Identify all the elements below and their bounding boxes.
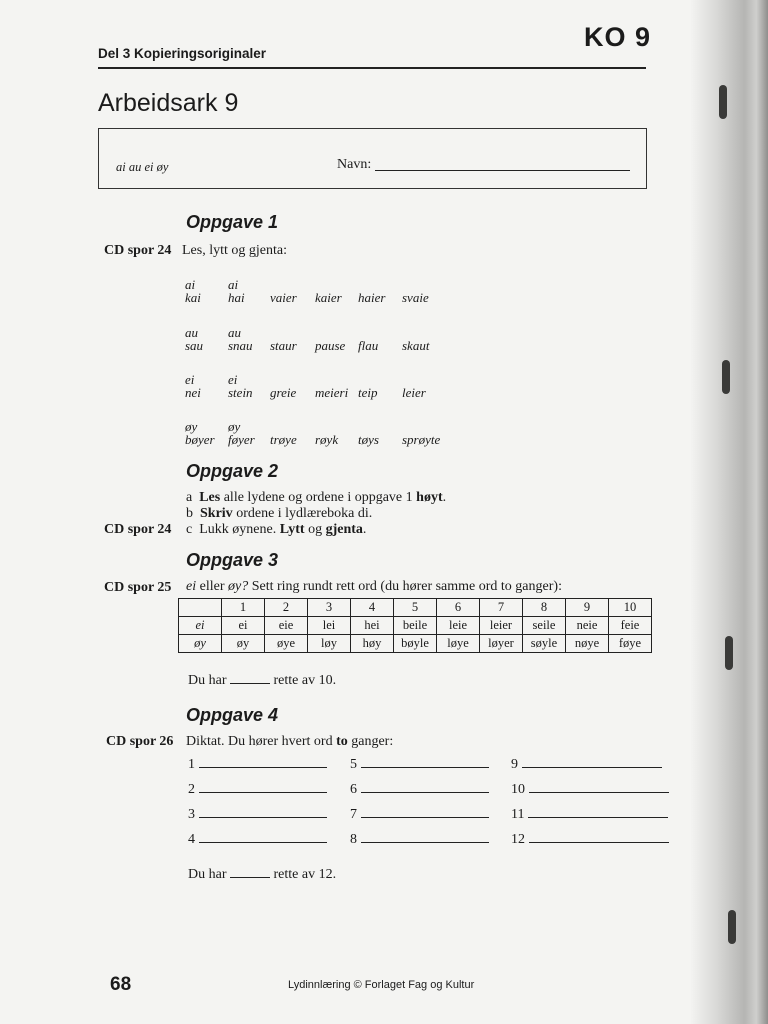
score-suffix: rette av 12. xyxy=(273,867,337,882)
score-suffix: rette av 10. xyxy=(273,673,337,688)
answer-field[interactable] xyxy=(199,841,327,843)
task4-score xyxy=(188,867,336,883)
page-number: 68 xyxy=(110,974,132,995)
practice-word: pause xyxy=(315,338,346,353)
column-number: 6 xyxy=(437,599,480,617)
header-divider xyxy=(98,67,646,69)
answer-field[interactable] xyxy=(361,766,489,768)
word-cell[interactable]: lei xyxy=(308,617,351,635)
sound-list: ai au ei øy xyxy=(116,160,169,174)
sound-label: au xyxy=(228,325,241,340)
word-cell[interactable]: løyer xyxy=(480,635,523,653)
answer-line xyxy=(188,782,327,798)
task2-item-a xyxy=(186,490,446,506)
answer-field[interactable] xyxy=(361,791,489,793)
task3-score xyxy=(188,673,336,689)
binder-hole xyxy=(722,360,730,394)
instr-bold: to xyxy=(336,734,348,749)
practice-word: sprøyte xyxy=(402,432,441,447)
sound-label: ai xyxy=(228,277,239,292)
word-cell[interactable]: løye xyxy=(437,635,480,653)
item-text: ordene i lydlæreboka di. xyxy=(232,506,373,521)
item-text: Lukk øynene. xyxy=(199,522,280,537)
score-prefix: Du har xyxy=(188,867,227,882)
answer-field[interactable] xyxy=(361,816,489,818)
word-cell[interactable]: øye xyxy=(265,635,308,653)
answer-line xyxy=(188,832,327,848)
table-header-row xyxy=(179,599,652,617)
score-prefix: Du har xyxy=(188,673,227,688)
answer-line xyxy=(350,782,489,798)
practice-word: bøyer xyxy=(185,432,215,447)
answer-field[interactable] xyxy=(522,766,662,768)
column-number: 9 xyxy=(566,599,609,617)
word-cell[interactable]: hei xyxy=(351,617,394,635)
column-number: 7 xyxy=(480,599,523,617)
task4-instruction xyxy=(186,734,393,750)
table-row xyxy=(179,617,652,635)
instr-text: Diktat. Du hører hvert ord xyxy=(186,734,337,749)
item-bold: gjenta xyxy=(325,522,363,537)
name-box xyxy=(98,128,647,189)
instr-italic: øy? xyxy=(227,579,249,594)
practice-word: kaier xyxy=(315,290,342,305)
answer-field[interactable] xyxy=(199,816,327,818)
name-label: Navn: xyxy=(337,157,372,172)
section-label: Del 3 Kopieringsoriginaler xyxy=(98,46,267,61)
answer-line xyxy=(511,757,662,773)
practice-word: stein xyxy=(228,385,253,400)
practice-word: nei xyxy=(185,385,201,400)
task3-instruction xyxy=(186,579,562,595)
word-cell[interactable]: føye xyxy=(609,635,652,653)
task2-title: Oppgave 2 xyxy=(186,461,279,481)
column-number: 10 xyxy=(609,599,652,617)
answer-field[interactable] xyxy=(361,841,489,843)
item-letter: a xyxy=(186,490,193,505)
answer-number: 9 xyxy=(511,757,518,772)
word-cell[interactable]: feie xyxy=(609,617,652,635)
sound-label: ei xyxy=(185,372,195,387)
word-cell[interactable]: løy xyxy=(308,635,351,653)
task3-title: Oppgave 3 xyxy=(186,550,279,570)
page-edge-shadow xyxy=(690,0,768,1024)
instr-text: ganger: xyxy=(347,734,394,749)
row-label: ei xyxy=(179,617,222,635)
answer-number: 4 xyxy=(188,832,195,847)
practice-word: flau xyxy=(358,338,379,353)
item-letter: b xyxy=(186,506,193,521)
practice-word: vaier xyxy=(270,290,297,305)
item-text: og xyxy=(304,522,326,537)
item-text: alle lydene og ordene i oppgave 1 xyxy=(220,490,417,505)
practice-word: skaut xyxy=(402,338,430,353)
score-field[interactable] xyxy=(230,876,270,878)
word-cell[interactable]: leier xyxy=(480,617,523,635)
practice-word: teip xyxy=(358,385,378,400)
item-letter: c xyxy=(186,522,193,537)
column-number: 2 xyxy=(265,599,308,617)
answer-number: 7 xyxy=(350,807,357,822)
column-number: 4 xyxy=(351,599,394,617)
practice-word: kai xyxy=(185,290,201,305)
practice-word: føyer xyxy=(228,432,255,447)
practice-word: svaie xyxy=(402,290,429,305)
column-number: 5 xyxy=(394,599,437,617)
answer-number: 2 xyxy=(188,782,195,797)
answer-number: 6 xyxy=(350,782,357,797)
item-bold: Skriv xyxy=(200,506,233,521)
answer-number: 5 xyxy=(350,757,357,772)
binder-hole xyxy=(728,910,736,944)
page-title: Arbeidsark 9 xyxy=(98,89,239,117)
row-label: øy xyxy=(179,635,222,653)
word-cell[interactable]: seile xyxy=(523,617,566,635)
answer-number: 1 xyxy=(188,757,195,772)
sound-label: ei xyxy=(228,372,238,387)
instr-italic: ei xyxy=(186,579,197,594)
item-bold: høyt xyxy=(416,490,443,505)
practice-word: leier xyxy=(402,385,426,400)
task1-instruction: Les, lytt og gjenta: xyxy=(182,243,287,258)
word-cell[interactable]: søyle xyxy=(523,635,566,653)
answer-line xyxy=(511,832,669,848)
item-bold: Lytt xyxy=(279,522,305,537)
score-field[interactable] xyxy=(230,682,270,684)
word-cell[interactable]: høy xyxy=(351,635,394,653)
task3-cd: CD spor 25 xyxy=(104,580,172,595)
table-corner-cell xyxy=(179,599,222,617)
answer-field[interactable] xyxy=(199,766,327,768)
task4-cd: CD spor 26 xyxy=(106,734,174,749)
column-number: 3 xyxy=(308,599,351,617)
task4-title: Oppgave 4 xyxy=(186,705,279,725)
practice-word: sau xyxy=(185,338,204,353)
column-number: 8 xyxy=(523,599,566,617)
answer-line xyxy=(188,807,327,823)
binder-hole xyxy=(719,85,727,119)
answer-field[interactable] xyxy=(528,816,668,818)
footer-credit: Lydinnlæring © Forlaget Fag og Kultur xyxy=(288,979,475,991)
sound-label: øy xyxy=(185,419,198,434)
sound-label: ai xyxy=(185,277,196,292)
task2-item-b xyxy=(186,506,372,522)
word-cell[interactable]: øy xyxy=(222,635,265,653)
answer-number: 3 xyxy=(188,807,195,822)
word-cell[interactable]: neie xyxy=(566,617,609,635)
item-text: . xyxy=(442,490,447,505)
practice-word: røyk xyxy=(315,432,339,447)
answer-number: 8 xyxy=(350,832,357,847)
practice-word: trøye xyxy=(270,432,297,447)
binder-hole xyxy=(725,636,733,670)
answer-line xyxy=(350,807,489,823)
practice-word: snau xyxy=(228,338,253,353)
answer-line xyxy=(350,757,489,773)
practice-word: meieri xyxy=(315,385,349,400)
sound-label: øy xyxy=(228,419,241,434)
answer-line xyxy=(350,832,489,848)
word-cell[interactable]: beile xyxy=(394,617,437,635)
table-row xyxy=(179,635,652,653)
word-cell[interactable]: bøyle xyxy=(394,635,437,653)
practice-word: greie xyxy=(270,385,297,400)
answer-line xyxy=(188,757,327,773)
answer-field[interactable] xyxy=(529,791,669,793)
sheet-code: KO 9 xyxy=(584,22,652,52)
answer-line xyxy=(511,782,669,798)
answer-number: 10 xyxy=(511,782,525,797)
ei-oy-table xyxy=(178,598,652,653)
task2-item-c xyxy=(186,522,366,538)
name-field[interactable] xyxy=(375,170,630,171)
sound-label: au xyxy=(185,325,198,340)
task1-cd: CD spor 24 xyxy=(104,243,172,258)
task1-title: Oppgave 1 xyxy=(186,212,279,232)
answer-field[interactable] xyxy=(199,791,327,793)
item-text: . xyxy=(362,522,367,537)
answer-line xyxy=(511,807,668,823)
practice-word: hai xyxy=(228,290,245,305)
answer-number: 11 xyxy=(511,807,525,822)
instr-text: Sett ring rundt rett ord (du hører samme ord to ganger): xyxy=(248,579,562,594)
column-number: 1 xyxy=(222,599,265,617)
practice-word: haier xyxy=(358,290,386,305)
practice-word: staur xyxy=(270,338,297,353)
word-cell[interactable]: ei xyxy=(222,617,265,635)
task2-cd: CD spor 24 xyxy=(104,522,172,537)
word-cell[interactable]: nøye xyxy=(566,635,609,653)
word-cell[interactable]: leie xyxy=(437,617,480,635)
practice-word: tøys xyxy=(358,432,379,447)
answer-field[interactable] xyxy=(529,841,669,843)
answer-number: 12 xyxy=(511,832,525,847)
word-cell[interactable]: eie xyxy=(265,617,308,635)
instr-text: eller xyxy=(196,579,228,594)
item-bold: Les xyxy=(199,490,221,505)
